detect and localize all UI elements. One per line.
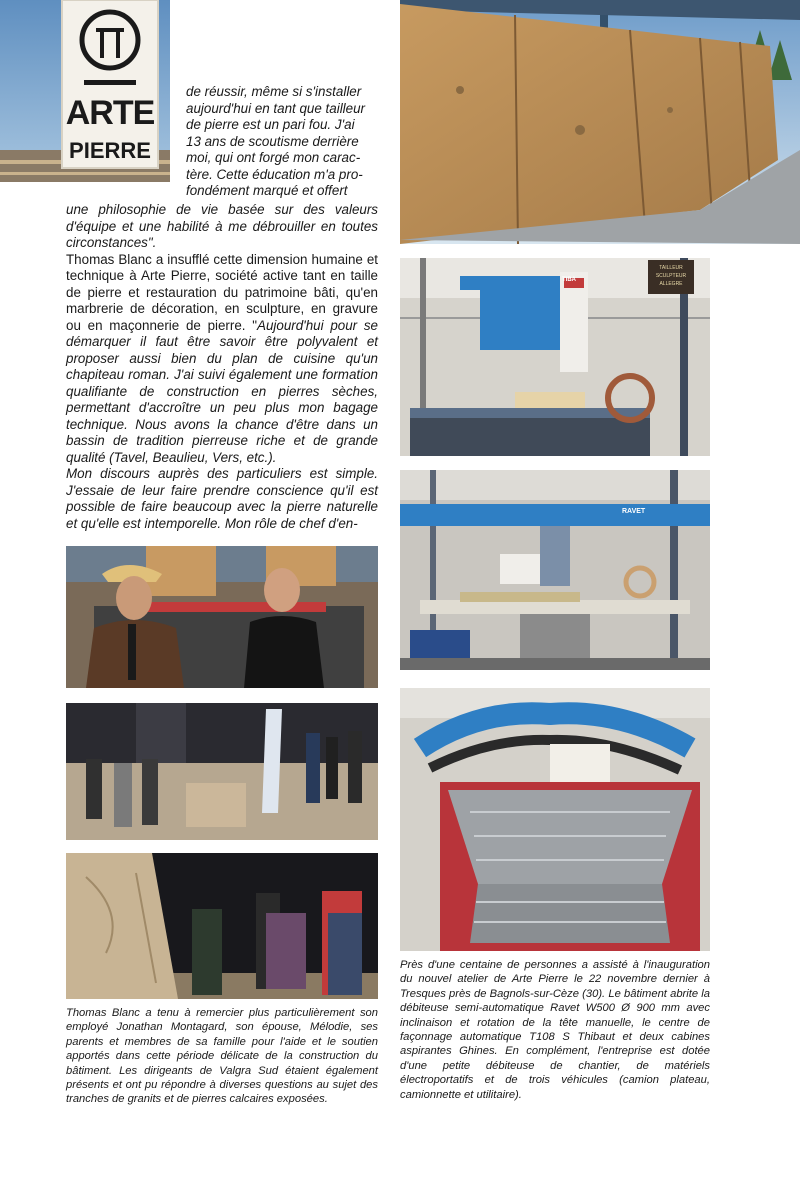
article-body — [66, 202, 378, 532]
saw-table-photo — [400, 470, 710, 670]
intro-line: de pierre est un pari fou. J'ai — [186, 117, 355, 132]
tiba-label: TIBA — [562, 277, 576, 283]
intro-line: tère. Cette éducation m'a pro- — [186, 166, 363, 182]
paragraph-2-normal: Thomas Blanc a insufflé cette dimension humaine et technique à Arte Pierre, société active tant en taille de pierre et restauration du patrimoine bâti, qu'en marbrerie de décoration, en sculpture, en gravure ou en maçonnerie de pierre. " — [66, 251, 378, 333]
stone-wall-photo — [400, 0, 800, 244]
intro-line: moi, qui ont forgé mon carac- — [186, 150, 361, 165]
speakers-photo — [66, 546, 378, 688]
intro-line: de réussir, même si s'installer — [186, 84, 362, 99]
visitors-photo — [66, 703, 378, 840]
article-intro — [186, 84, 378, 200]
caption-left: Thomas Blanc a tenu à remercier plus particulièrement son employé Jonathan Montagard, son épouse, Mélodie, ses parents et membres de sa famille pour l'aide et le soutien apportés dans cette période délicate de la construction du bâtiment. Les dirigeants de Valgra Sud étaient également présents et ont pu répondre à diverses questions au sujet des tranches de granits et de pierres calcaires exposées. — [66, 1007, 378, 1106]
paragraph-2-quote: Aujourd'hui pour se démarquer il faut être savoir être polyvalent et proposer aussi bien du plan de cuisine qu'un chapiteau roman. J'ai suivi également une formation qualifiante de construction en pierres sèches, permettant d'accroître un peu plus mon bagage technique. Nous avons la chance d'être dans un bassin de tradition pierreuse riche et de grande qualité (Tavel, Beaulieu, Vers, etc.). — [66, 317, 378, 465]
article-intro-tail: une philosophie de vie basée sur des valeurs d'équipe et une habilité à me débrouiller en toutes circonstances". — [66, 202, 378, 250]
logo-text-arte: ARTE — [65, 94, 155, 132]
caption-right: Près d'une centaine de personnes a assisté à l'inauguration du nouvel atelier de Arte Pierre le 22 novembre dernier à Tresques près de Bagnols-sur-Cèze (30). Le bâtiment abrite la débiteuse semi-automatique Ravet W500 Ø 900 mm avec inclinaison et rotation de la tête manuelle, le centre de façonnage automatique T108 S Thibaut et deux cabines aspirantes Ghines. En complément, l'entreprise est dotée d'une petite débiteuse de chantier, de matériels électroportatifs et de trois véhicules (camion plateau, camionnette et utilitaire). — [400, 959, 710, 1101]
night-group-photo — [66, 853, 378, 999]
workshop-sign: TAILLEUR SCULPTEUR ALLEGRE — [655, 265, 687, 287]
intro-line: aujourd'hui en tant que tailleur — [186, 100, 365, 116]
ravet-label: RAVET — [622, 508, 646, 515]
intro-line: fondément marqué et offert — [186, 183, 348, 198]
article-paragraph-3: Mon discours auprès des particuliers est simple. J'essaie de leur faire prendre conscience qu'il est possible de faire beaucoup avec la pierre naturelle et qu'elle est intemporelle. Mon rôle de chef d'en- — [66, 466, 378, 531]
suction-cabin-photo — [400, 688, 710, 951]
article-paragraph-2 — [66, 252, 378, 467]
logo-photo — [0, 0, 170, 182]
logo-text-pierre: PIERRE — [69, 138, 151, 163]
milling-machine-photo — [400, 258, 710, 456]
intro-line: 13 ans de scoutisme derrière — [186, 133, 359, 149]
